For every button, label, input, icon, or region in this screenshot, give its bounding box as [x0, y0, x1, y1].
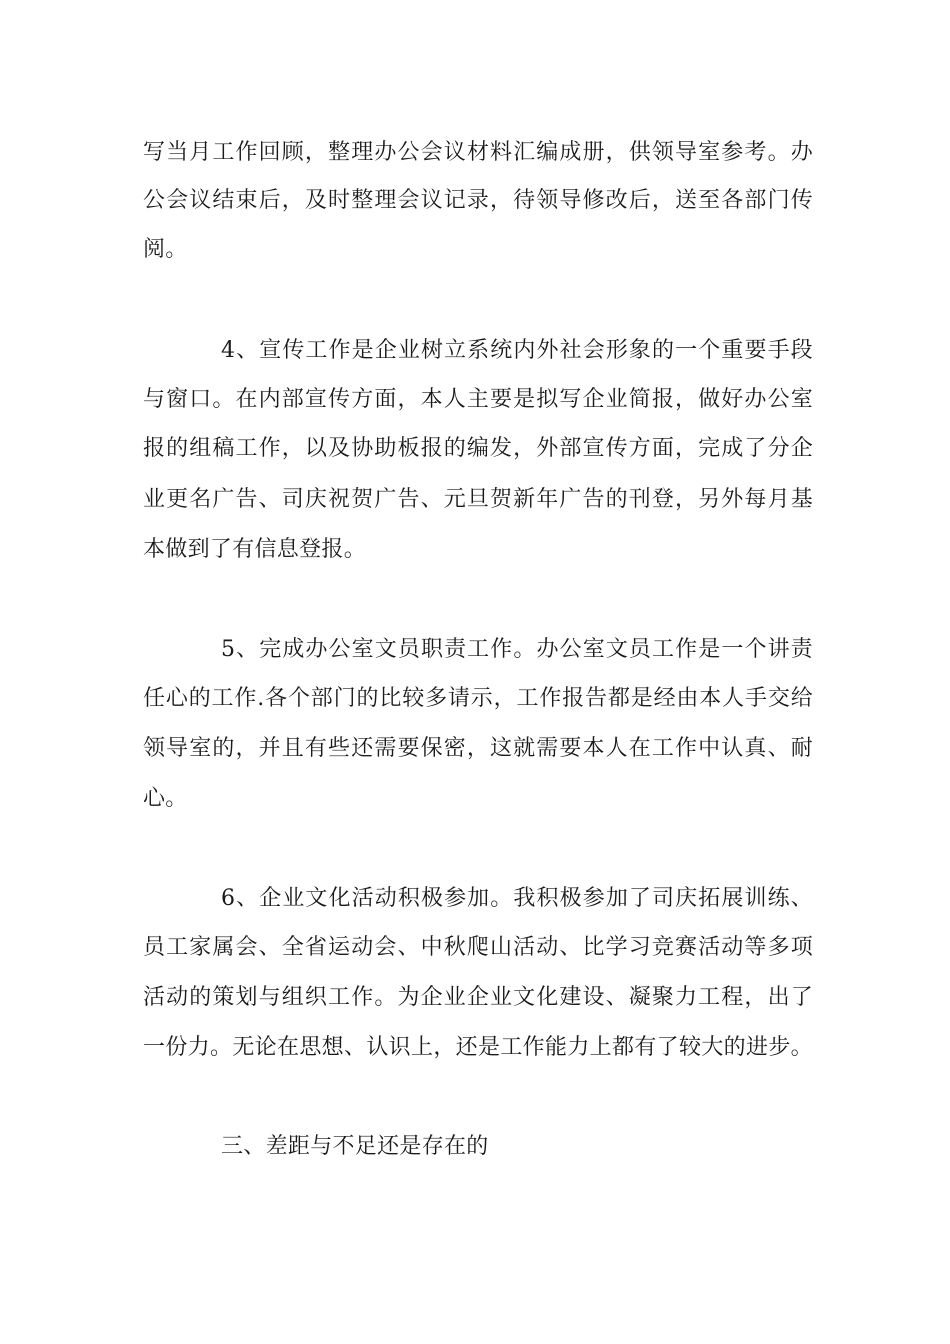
paragraph-6-line-2: 员工家属会、全省运动会、中秋爬山活动、比学习竞赛活动等多项 [143, 935, 813, 960]
paragraph-5-line-3: 领导室的，并且有些还需要保密，这就需要本人在工作中认真、耐 [143, 736, 813, 761]
paragraph-5-line-4: 心。 [143, 786, 188, 811]
paragraph-1-line-3: 阅。 [143, 237, 188, 262]
paragraph-5-line-2: 任心的工作.各个部门的比较多请示，工作报告都是经由本人手交给 [143, 686, 813, 711]
paragraph-1-line-1: 写当月工作回顾，整理办公会议材料汇编成册，供领导室参考。办 [143, 140, 813, 165]
paragraph-5-line-1: 5、完成办公室文员职责工作。办公室文员工作是一个讲责 [221, 637, 813, 662]
paragraph-6-line-4: 一份力。无论在思想、认识上，还是工作能力上都有了较大的进步。 [143, 1035, 813, 1060]
paragraph-4-line-4: 业更名广告、司庆祝贺广告、元旦贺新年广告的刊登，另外每月基 [143, 487, 813, 512]
section-heading: 三、差距与不足还是存在的 [221, 1134, 489, 1159]
paragraph-6-line-3: 活动的策划与组织工作。为企业企业文化建设、凝聚力工程，出了 [143, 985, 813, 1010]
paragraph-4-line-5: 本做到了有信息登报。 [143, 537, 367, 562]
paragraph-4-line-1: 4、宣传工作是企业树立系统内外社会形象的一个重要手段 [221, 338, 813, 363]
paragraph-4-line-3: 报的组稿工作，以及协助板报的编发，外部宣传方面，完成了分企 [143, 436, 813, 461]
paragraph-6-line-1: 6、企业文化活动积极参加。我积极参加了司庆拓展训练、 [221, 886, 813, 911]
paragraph-4-line-2: 与窗口。在内部宣传方面，本人主要是拟写企业简报，做好办公室 [143, 387, 813, 412]
paragraph-1-line-2: 公会议结束后，及时整理会议记录，待领导修改后，送至各部门传 [143, 188, 813, 213]
